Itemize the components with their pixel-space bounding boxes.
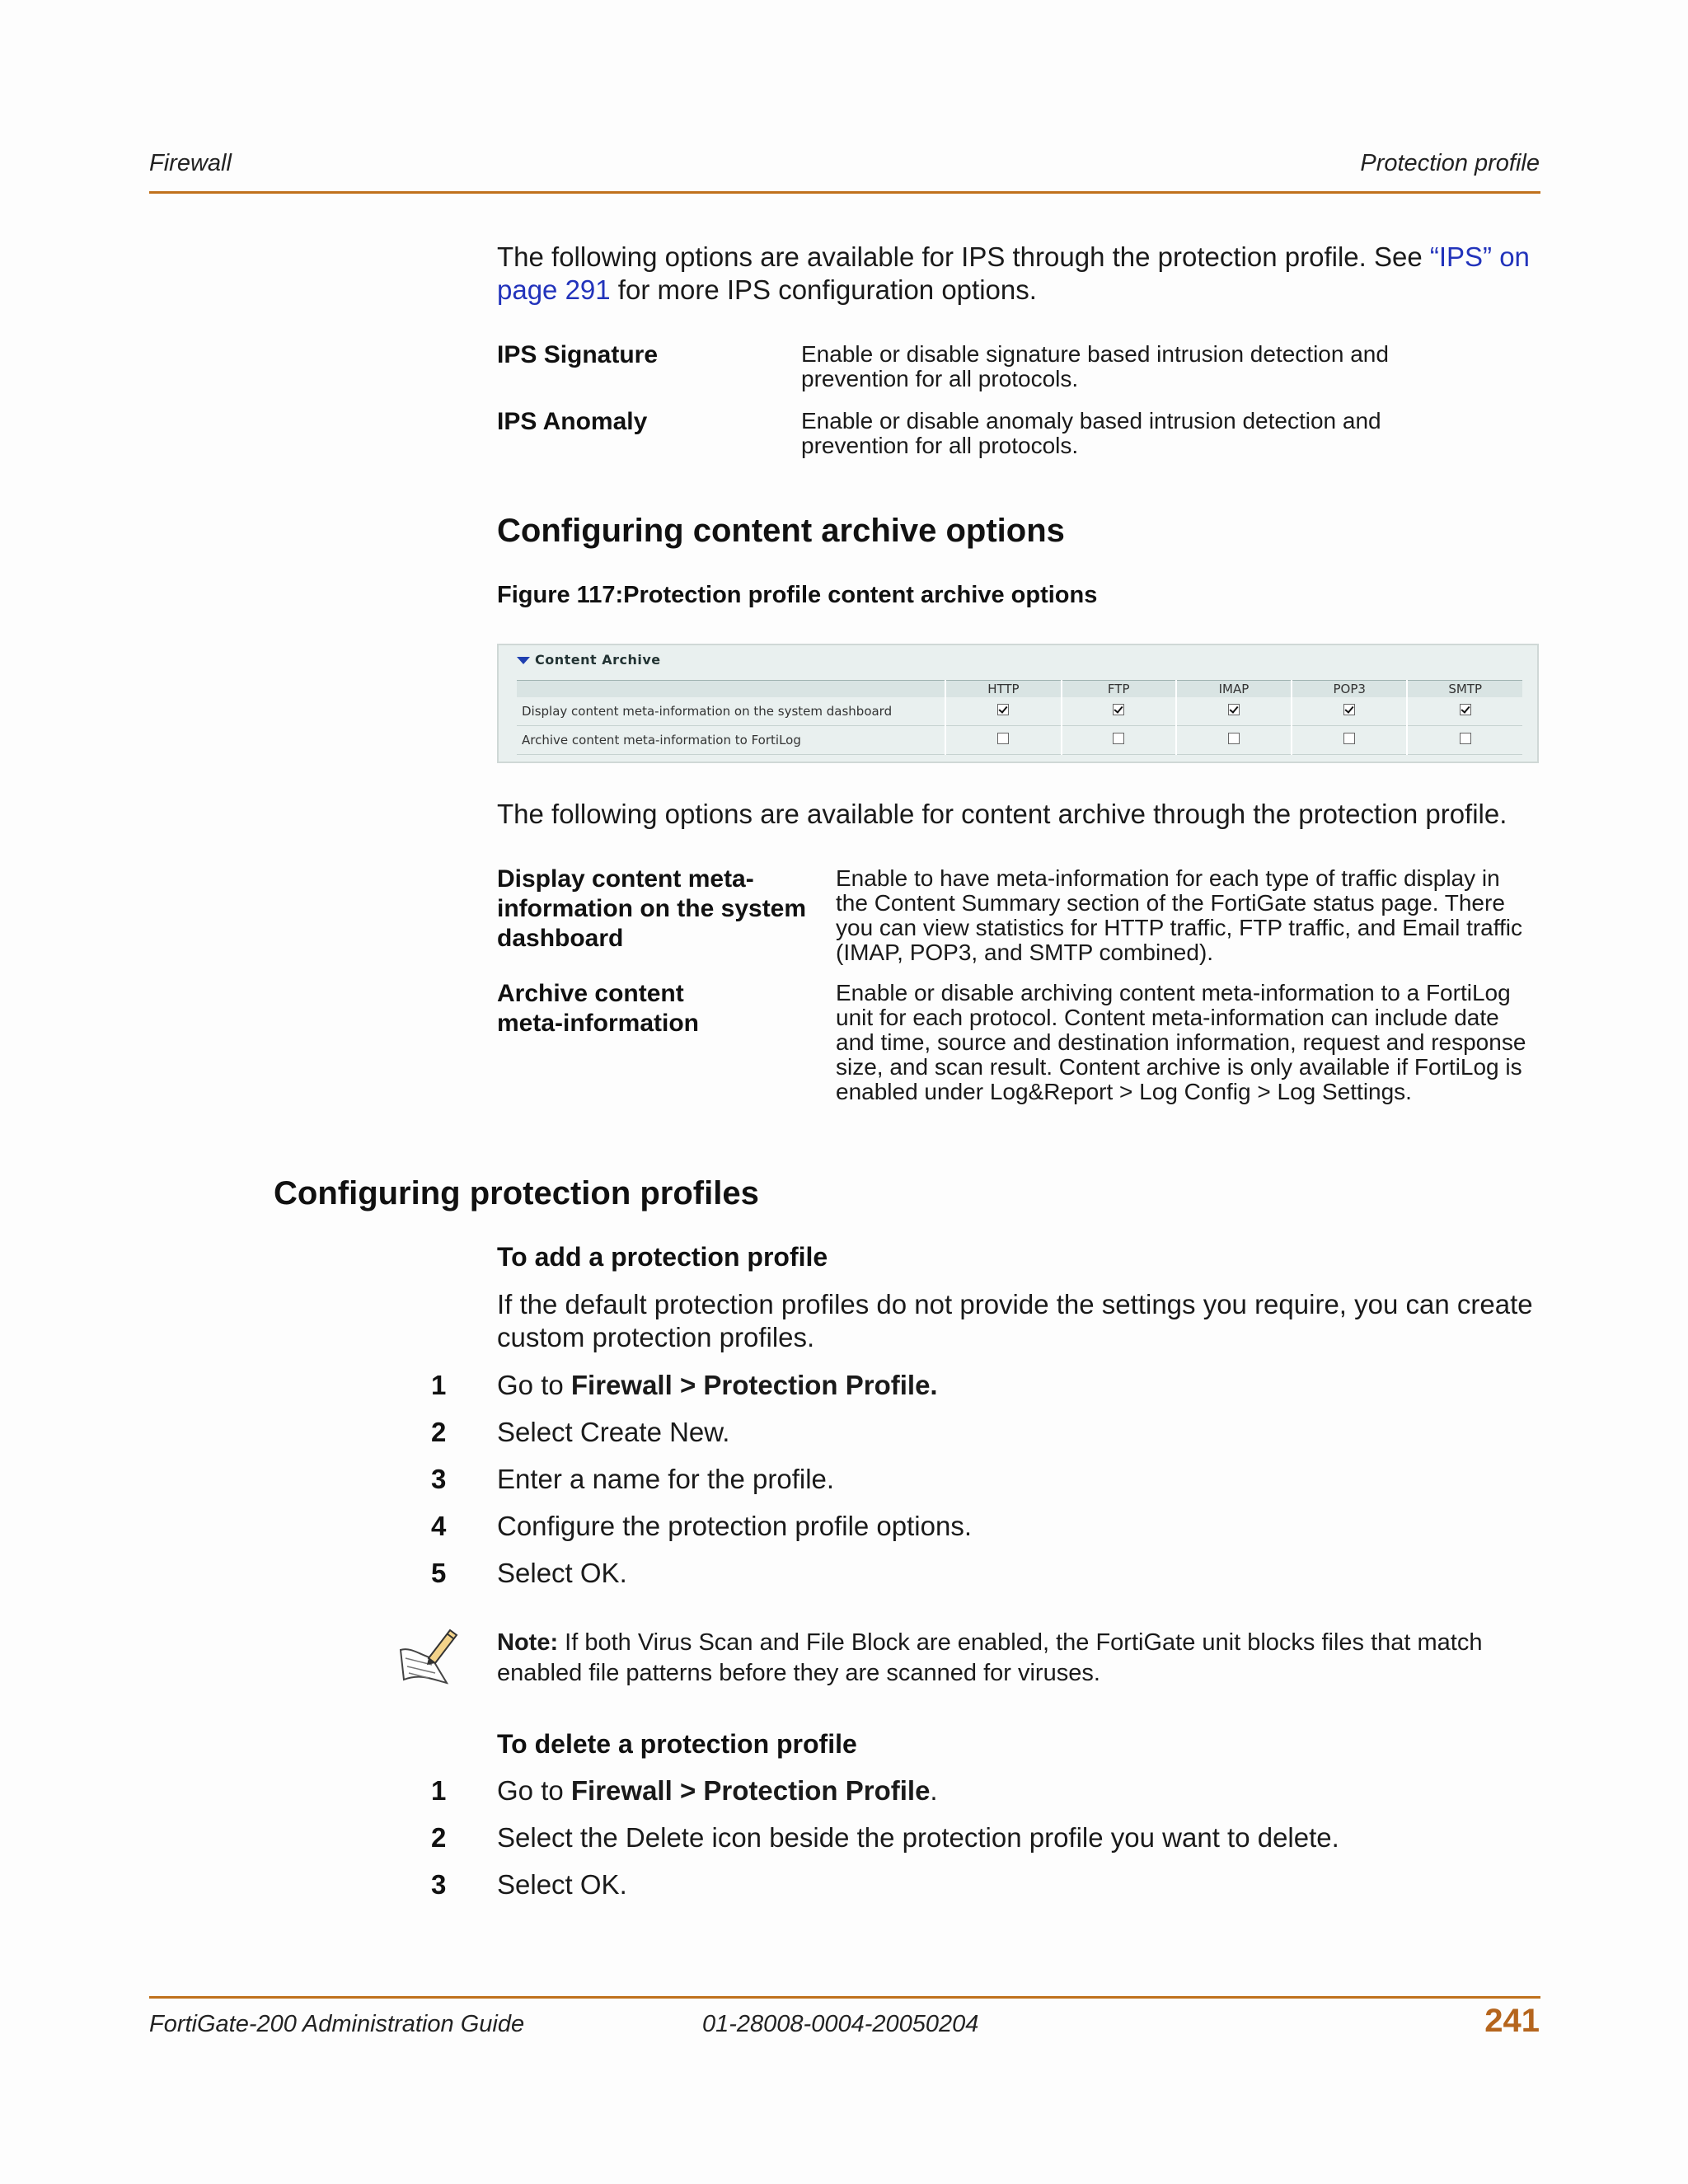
header-blank — [517, 681, 945, 698]
archive-meta-term-line: Archive content — [497, 980, 684, 1007]
step-menu-path: Firewall > Protection Profile — [570, 1775, 931, 1806]
checkbox-display-ftp[interactable] — [1113, 704, 1124, 715]
checkbox-archive-smtp[interactable] — [1460, 733, 1471, 744]
display-meta-term-line: Display content meta- — [497, 865, 754, 893]
note-text: If both Virus Scan and File Block are enabled, the FortiGate unit blocks files that match enabled file patterns before they are scanned for viruses. — [497, 1629, 1483, 1686]
add-step-2: Select Create New. — [497, 1417, 730, 1447]
add-step-number: 1 — [431, 1370, 447, 1400]
checkbox-display-imap[interactable] — [1228, 704, 1240, 715]
figure-caption: Figure 117:Protection profile content archive options — [497, 582, 1098, 608]
panel-title-text: Content Archive — [535, 652, 661, 668]
display-meta-term-line: information on the system — [497, 895, 807, 922]
checkbox-display-smtp[interactable] — [1460, 704, 1471, 715]
table-row — [517, 697, 1522, 726]
delete-step-number: 1 — [431, 1775, 447, 1806]
delete-step-number: 2 — [431, 1822, 447, 1853]
delete-step-3: Select OK. — [497, 1869, 627, 1900]
step-text-tail: . — [930, 1775, 938, 1806]
table-header-row — [517, 681, 1522, 698]
footer-rule — [149, 1996, 1540, 1999]
ips-intro-text-tail: for more IPS configuration options. — [610, 274, 1037, 305]
display-meta-term — [497, 865, 827, 954]
add-step-3: Enter a name for the profile. — [497, 1464, 835, 1494]
delete-profile-title: To delete a protection profile — [497, 1729, 857, 1759]
table-row — [517, 726, 1522, 755]
row-label-archive: Archive content meta-information to FortiLog — [517, 726, 945, 755]
note-pencil-icon — [396, 1622, 465, 1691]
footer-guide-title: FortiGate-200 Administration Guide — [149, 2011, 525, 2037]
add-step-4: Configure the protection profile options. — [497, 1511, 973, 1541]
add-step-5: Select OK. — [497, 1558, 627, 1588]
header-chapter-title: Protection profile — [1360, 150, 1540, 176]
add-step-number: 4 — [431, 1511, 447, 1541]
display-meta-term-line: dashboard — [497, 925, 624, 952]
page-number: 241 — [1484, 2003, 1540, 2039]
ips-intro-paragraph — [497, 241, 1544, 307]
note-block — [497, 1628, 1540, 1689]
checkbox-archive-imap[interactable] — [1228, 733, 1240, 744]
checkbox-archive-pop3[interactable] — [1343, 733, 1355, 744]
add-step-number: 5 — [431, 1558, 447, 1588]
add-profile-intro: If the default protection profiles do not provide the settings you require, you can create custom protection profiles. — [497, 1289, 1533, 1352]
step-text: Go to — [497, 1775, 571, 1806]
content-archive-heading: Configuring content archive options — [497, 513, 1065, 549]
col-imap: IMAP — [1176, 681, 1292, 698]
col-ftp: FTP — [1062, 681, 1176, 698]
checkbox-archive-ftp[interactable] — [1113, 733, 1124, 744]
ips-anomaly-desc: Enable or disable anomaly based intrusion detection and prevention for all protocols. — [801, 408, 1381, 458]
col-smtp: SMTP — [1407, 681, 1522, 698]
delete-step-1 — [497, 1775, 938, 1807]
protection-profiles-heading: Configuring protection profiles — [274, 1175, 759, 1212]
delete-step-2: Select the Delete icon beside the protection profile you want to delete. — [497, 1822, 1339, 1853]
archive-meta-desc: Enable or disable archiving content meta-information to a FortiLog unit for each protocol. Content meta-information can include date and time, source and destination information, request and response size, and scan result. Content archive is only available if FortiLog is enabled under Log&Report > Log Config > Log Settings. — [836, 980, 1526, 1104]
archive-meta-term-line: meta-information — [497, 1010, 700, 1037]
checkbox-archive-http[interactable] — [997, 733, 1009, 744]
display-meta-desc: Enable to have meta-information for each type of traffic display in the Content Summary section of the FortiGate status page. There you can view statistics for HTTP traffic, FTP traffic, and Email traffic (IMAP, POP3, and SMTP combined). — [836, 865, 1523, 965]
checkbox-display-http[interactable] — [997, 704, 1009, 715]
checkbox-display-pop3[interactable] — [1343, 704, 1355, 715]
content-archive-panel — [497, 644, 1539, 763]
add-step-1 — [497, 1370, 938, 1401]
step-menu-path: Firewall > Protection Profile. — [570, 1370, 938, 1400]
ips-page-link[interactable]: “IPS” on page 291 — [497, 241, 1530, 305]
add-step-number: 2 — [431, 1417, 447, 1447]
add-profile-title: To add a protection profile — [497, 1242, 828, 1272]
content-archive-table — [517, 680, 1522, 755]
ips-signature-desc: Enable or disable signature based intrusion detection and prevention for all protocols. — [801, 341, 1389, 391]
col-http: HTTP — [945, 681, 1061, 698]
col-pop3: POP3 — [1292, 681, 1407, 698]
note-label: Note: — [497, 1629, 559, 1656]
ips-signature-term: IPS Signature — [497, 341, 659, 368]
archive-meta-term — [497, 979, 827, 1038]
row-label-display: Display content meta-information on the system dashboard — [517, 697, 945, 726]
archive-intro: The following options are available for content archive through the protection profile. — [497, 799, 1507, 829]
add-step-number: 3 — [431, 1464, 447, 1494]
header-rule — [149, 191, 1540, 194]
header-section-title: Firewall — [149, 150, 232, 176]
panel-title — [517, 652, 661, 668]
footer-doc-id: 01-28008-0004-20050204 — [702, 2011, 979, 2037]
ips-intro-text: The following options are available for IPS through the protection profile. See — [497, 241, 1430, 272]
ips-anomaly-term: IPS Anomaly — [497, 408, 648, 435]
step-text: Go to — [497, 1370, 571, 1400]
delete-step-number: 3 — [431, 1869, 447, 1900]
